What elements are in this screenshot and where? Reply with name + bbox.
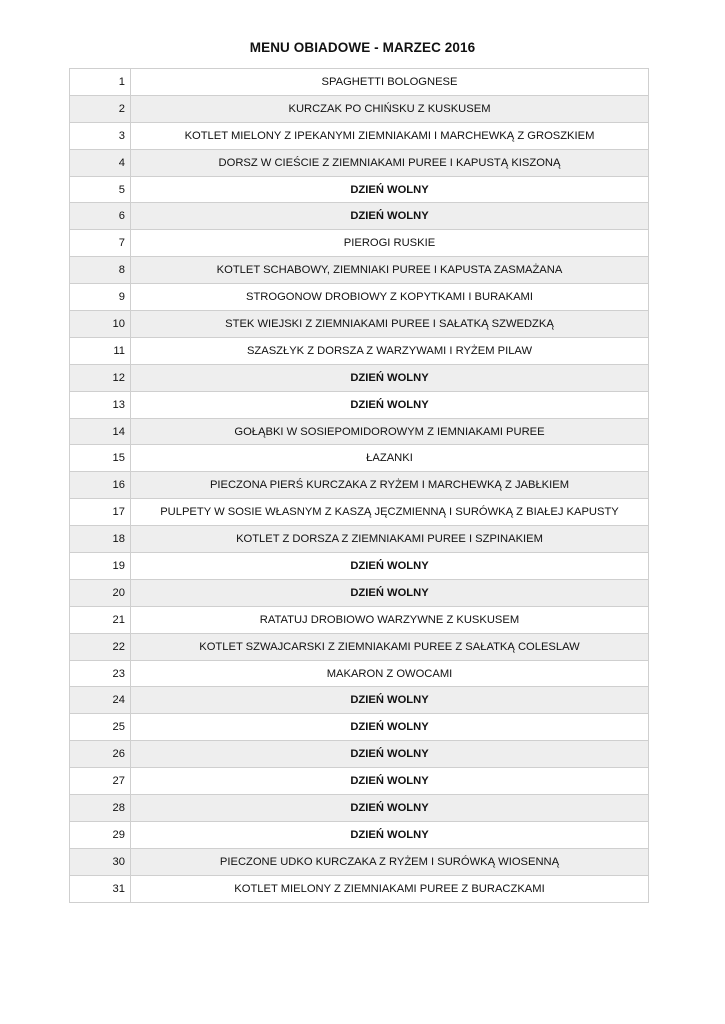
dish-cell: KOTLET Z DORSZA Z ZIEMNIAKAMI PUREE I SZPINAKIEM (131, 526, 649, 553)
table-row (70, 821, 649, 848)
day-number-cell: 19 (70, 553, 131, 580)
day-off-cell: DZIEŃ WOLNY (131, 391, 649, 418)
day-number-cell: 10 (70, 311, 131, 338)
day-off-cell: DZIEŃ WOLNY (131, 741, 649, 768)
day-number-cell: 4 (70, 149, 131, 176)
day-off-cell: DZIEŃ WOLNY (131, 203, 649, 230)
day-number-cell: 18 (70, 526, 131, 553)
table-row (70, 526, 649, 553)
day-number-cell: 12 (70, 364, 131, 391)
table-row (70, 875, 649, 902)
day-off-cell: DZIEŃ WOLNY (131, 768, 649, 795)
table-row (70, 95, 649, 122)
day-number-cell: 7 (70, 230, 131, 257)
day-off-cell: DZIEŃ WOLNY (131, 553, 649, 580)
day-number-cell: 25 (70, 714, 131, 741)
table-row (70, 579, 649, 606)
day-number-cell: 3 (70, 122, 131, 149)
table-row (70, 337, 649, 364)
day-number-cell: 24 (70, 687, 131, 714)
dish-cell: PIEROGI RUSKIE (131, 230, 649, 257)
table-row (70, 687, 649, 714)
dish-cell: DORSZ W CIEŚCIE Z ZIEMNIAKAMI PUREE I KAPUSTĄ KISZONĄ (131, 149, 649, 176)
dish-cell: PIECZONE UDKO KURCZAKA Z RYŻEM I SURÓWKĄ WIOSENNĄ (131, 848, 649, 875)
table-row (70, 284, 649, 311)
menu-table (69, 68, 649, 903)
table-row (70, 499, 649, 526)
day-number-cell: 14 (70, 418, 131, 445)
day-off-cell: DZIEŃ WOLNY (131, 795, 649, 822)
day-off-cell: DZIEŃ WOLNY (131, 176, 649, 203)
table-row (70, 741, 649, 768)
table-row (70, 149, 649, 176)
day-off-cell: DZIEŃ WOLNY (131, 364, 649, 391)
table-row (70, 176, 649, 203)
dish-cell: KOTLET MIELONY Z ZIEMNIAKAMI PUREE Z BURACZKAMI (131, 875, 649, 902)
day-number-cell: 9 (70, 284, 131, 311)
dish-cell: RATATUJ DROBIOWO WARZYWNE Z KUSKUSEM (131, 606, 649, 633)
day-number-cell: 8 (70, 257, 131, 284)
table-row (70, 230, 649, 257)
day-number-cell: 5 (70, 176, 131, 203)
day-number-cell: 22 (70, 633, 131, 660)
dish-cell: STROGONOW DROBIOWY Z KOPYTKAMI I BURAKAMI (131, 284, 649, 311)
day-number-cell: 2 (70, 95, 131, 122)
table-row (70, 257, 649, 284)
table-row (70, 311, 649, 338)
dish-cell: STEK WIEJSKI Z ZIEMNIAKAMI PUREE I SAŁATKĄ SZWEDZKĄ (131, 311, 649, 338)
dish-cell: KURCZAK PO CHIŃSKU Z KUSKUSEM (131, 95, 649, 122)
table-row (70, 606, 649, 633)
day-number-cell: 21 (70, 606, 131, 633)
dish-cell: PIECZONA PIERŚ KURCZAKA Z RYŻEM I MARCHEWKĄ Z JABŁKIEM (131, 472, 649, 499)
table-row (70, 553, 649, 580)
day-number-cell: 13 (70, 391, 131, 418)
day-number-cell: 23 (70, 660, 131, 687)
table-row (70, 391, 649, 418)
table-row (70, 122, 649, 149)
dish-cell: KOTLET MIELONY Z IPEKANYMI ZIEMNIAKAMI I MARCHEWKĄ Z GROSZKIEM (131, 122, 649, 149)
day-number-cell: 17 (70, 499, 131, 526)
day-number-cell: 27 (70, 768, 131, 795)
day-off-cell: DZIEŃ WOLNY (131, 579, 649, 606)
table-row (70, 364, 649, 391)
table-row (70, 848, 649, 875)
dish-cell: GOŁĄBKI W SOSIEPOMIDOROWYM Z IEMNIAKAMI PUREE (131, 418, 649, 445)
day-off-cell: DZIEŃ WOLNY (131, 714, 649, 741)
day-number-cell: 11 (70, 337, 131, 364)
dish-cell: KOTLET SZWAJCARSKI Z ZIEMNIAKAMI PUREE Z SAŁATKĄ COLESLAW (131, 633, 649, 660)
dish-cell: MAKARON Z OWOCAMI (131, 660, 649, 687)
day-number-cell: 29 (70, 821, 131, 848)
dish-cell: KOTLET SCHABOWY, ZIEMNIAKI PUREE I KAPUSTA ZASMAŻANA (131, 257, 649, 284)
day-off-cell: DZIEŃ WOLNY (131, 687, 649, 714)
dish-cell: SZASZŁYK Z DORSZA Z WARZYWAMI I RYŻEM PILAW (131, 337, 649, 364)
day-number-cell: 15 (70, 445, 131, 472)
day-number-cell: 31 (70, 875, 131, 902)
table-row (70, 795, 649, 822)
table-row (70, 472, 649, 499)
dish-cell: SPAGHETTI BOLOGNESE (131, 69, 649, 96)
table-row (70, 445, 649, 472)
day-off-cell: DZIEŃ WOLNY (131, 821, 649, 848)
menu-table-body (70, 69, 649, 903)
day-number-cell: 6 (70, 203, 131, 230)
table-row (70, 660, 649, 687)
day-number-cell: 30 (70, 848, 131, 875)
page-title: MENU OBIADOWE - MARZEC 2016 (249, 40, 476, 55)
table-row (70, 714, 649, 741)
table-row (70, 203, 649, 230)
dish-cell: PULPETY W SOSIE WŁASNYM Z KASZĄ JĘCZMIENNĄ I SURÓWKĄ Z BIAŁEJ KAPUSTY (131, 499, 649, 526)
table-row (70, 418, 649, 445)
day-number-cell: 16 (70, 472, 131, 499)
table-row (70, 633, 649, 660)
dish-cell: ŁAZANKI (131, 445, 649, 472)
day-number-cell: 1 (70, 69, 131, 96)
day-number-cell: 26 (70, 741, 131, 768)
table-row (70, 768, 649, 795)
table-row (70, 69, 649, 96)
day-number-cell: 28 (70, 795, 131, 822)
day-number-cell: 20 (70, 579, 131, 606)
